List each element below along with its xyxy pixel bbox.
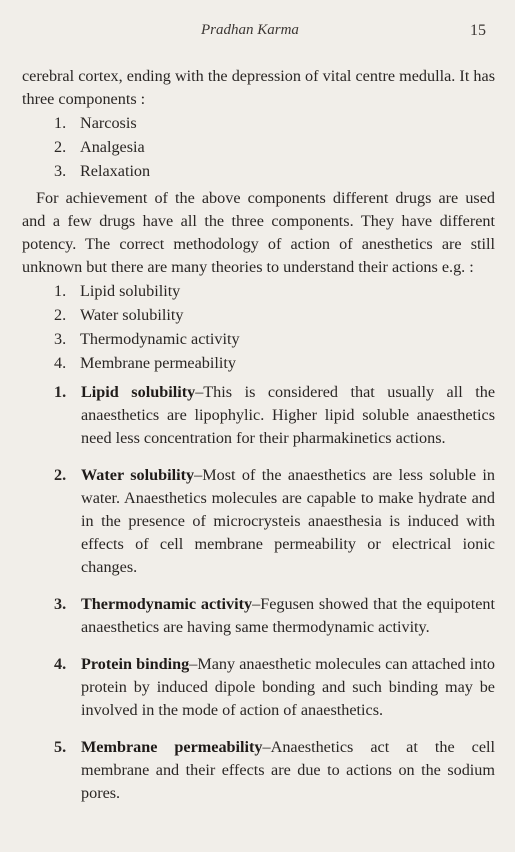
detail-text: –This is considered that usually all the anaesthetics are lipophylic. Higher lipid soluble anaesthetics need less concentration for their pharmakinetics actions. [81,383,496,447]
list-label: Narcosis [80,114,137,132]
intro-paragraph: cerebral cortex, ending with the depression of vital centre medulla. It has three components : [22,67,495,108]
list-item [22,159,495,183]
list-number: 2. [54,138,67,156]
detail-text: –Anaesthetics act at the cell membrane and their effects are due to actions on the sodium pores. [81,738,495,802]
list-number: 1. [54,282,67,300]
detail-number: 3. [54,595,67,613]
theory-detail [22,464,495,579]
list-item [22,135,495,159]
body-text [22,65,495,805]
detail-term: Lipid solubility [81,383,196,401]
detail-term: Membrane permeability [81,738,263,756]
theory-details-list [22,381,495,805]
theory-detail [22,381,495,450]
detail-number: 4. [54,655,67,673]
detail-term: Thermodynamic activity [81,595,253,613]
detail-term: Water solubility [81,466,195,484]
list-item [22,303,495,327]
theory-detail [22,593,495,639]
detail-text: –Most of the anaesthetics are less soluble in water. Anaesthetics molecules are capable to make hydrate and in the presence of microcrysteis anaesthesia is induced with effects of cell membrane permeability or electrical ionic changes. [81,466,495,576]
list-item [22,279,495,303]
list-item [22,111,495,135]
detail-text: –Many anaesthetic molecules can attached into protein by induced dipole bonding and such binding may be involved in the mode of action of anaesthetics. [81,655,495,719]
list-number: 1. [54,114,67,132]
list-label: Relaxation [80,162,151,180]
theory-detail [22,653,495,722]
list-number: 3. [54,162,67,180]
list-label: Lipid solubility [80,282,181,300]
list-number: 3. [54,330,67,348]
detail-term: Protein binding [81,655,190,673]
list-label: Analgesia [80,138,145,156]
list-label: Thermodynamic activity [80,330,240,348]
components-list [22,111,495,183]
detail-number: 5. [54,738,67,756]
theories-list [22,279,495,375]
detail-number: 1. [54,383,67,401]
list-label: Water solubility [80,306,184,324]
list-number: 2. [54,306,67,324]
list-item [22,327,495,351]
detail-text: –Fegusen showed that the equipotent anaesthetics are having same thermodynamic activity. [81,595,495,636]
theory-detail [22,736,495,805]
page-number: 15 [470,22,486,39]
list-number: 4. [54,354,67,372]
page-header [0,22,515,44]
theories-paragraph: For achievement of the above components different drugs are used and a few drugs have all the three components. They have different potency. The correct methodology of action of anesthetics are still unknown but there are many theories to understand their actions e.g. : [22,189,495,276]
list-item [22,351,495,375]
running-title: Pradhan Karma [201,22,299,38]
detail-number: 2. [54,466,67,484]
list-label: Membrane permeability [80,354,236,372]
